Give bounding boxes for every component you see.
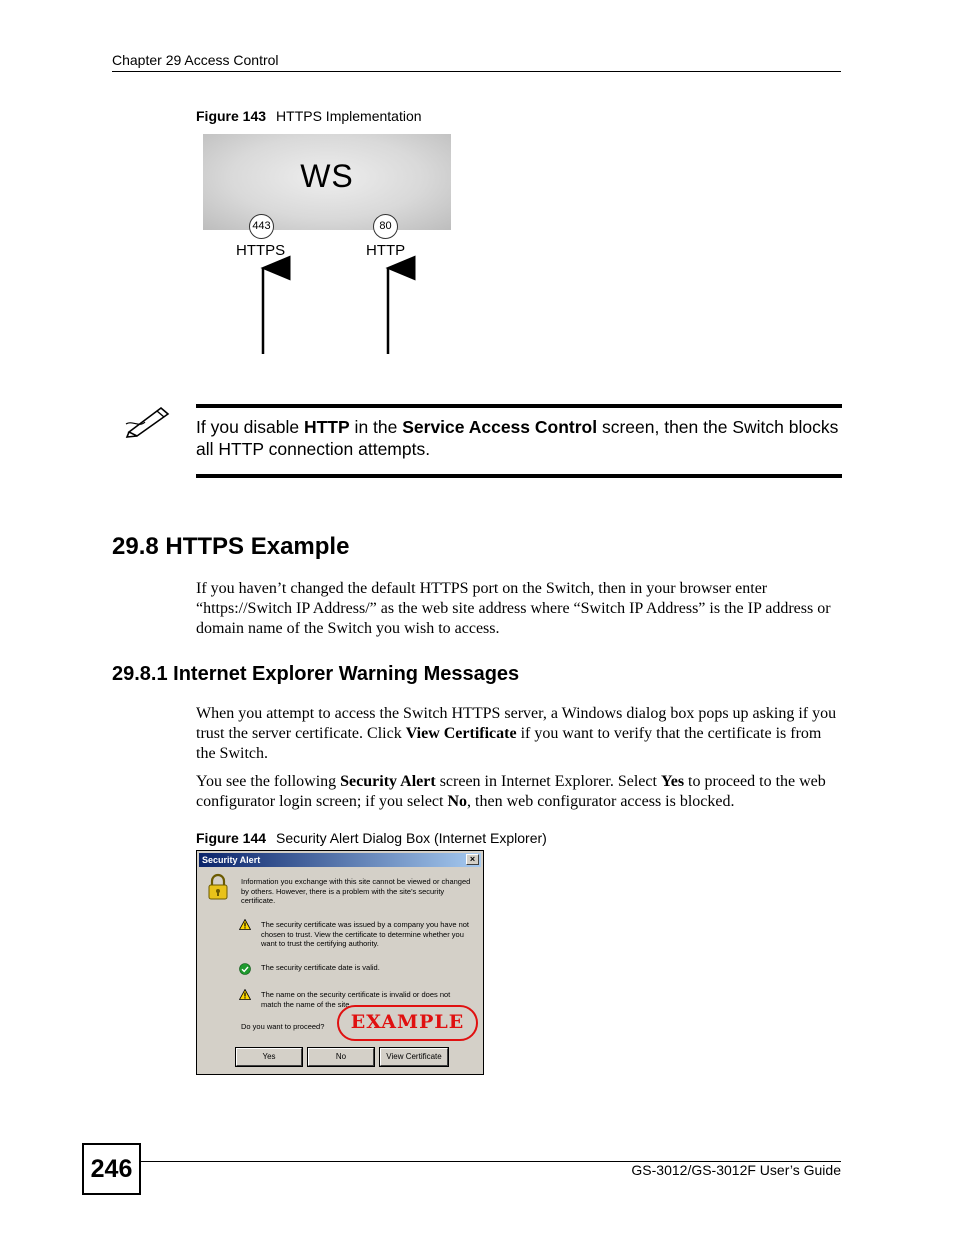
figure-143-caption — [196, 108, 422, 124]
figure-144-label: Figure 144 — [196, 830, 267, 846]
text-part: You see the following — [196, 773, 341, 790]
dialog-item-name-mismatch: The name on the security certificate is invalid or does not match the name of the site — [261, 990, 451, 1009]
note-text-part: in the — [349, 417, 403, 437]
close-button[interactable]: × — [466, 854, 479, 865]
figure-143-label: Figure 143 — [196, 108, 267, 124]
bold-no: No — [447, 793, 468, 810]
page-number: 246 — [82, 1143, 141, 1195]
section-paragraph: If you haven’t changed the default HTTPS port on the Switch, then in your browser enter “https://Switch IP Address/” as the web site address where “Switch IP Address” is the IP address or domain name of the Switch you wish to access. — [196, 580, 831, 637]
lock-icon — [207, 873, 229, 901]
note-text — [196, 416, 842, 460]
subsection-heading: 29.8.1 Internet Explorer Warning Messages — [112, 663, 520, 685]
running-head: Chapter 29 Access Control — [112, 52, 279, 68]
note-bold-http: HTTP — [303, 417, 350, 437]
no-button[interactable]: No — [308, 1048, 374, 1066]
text-part: to proceed to the web configurator login screen; if you select — [196, 773, 826, 810]
dialog-item-date-valid: The security certificate date is valid. — [261, 963, 380, 972]
note-pencil-icon — [125, 402, 173, 438]
note-bold-service-access-control: Service Access Control — [402, 417, 598, 437]
note-text-part: screen, then the Switch blocks all HTTP connection attempts. — [196, 417, 839, 459]
yes-button[interactable]: Yes — [236, 1048, 302, 1066]
https-diagram — [196, 132, 464, 368]
port-badge-http: 80 — [373, 214, 398, 239]
bold-view-certificate: View Certificate — [405, 725, 517, 742]
note-rule-bottom — [196, 474, 842, 478]
figure-143-title: HTTPS Implementation — [276, 108, 422, 124]
bold-security-alert: Security Alert — [340, 773, 436, 790]
dialog-titlebar — [199, 853, 481, 867]
dialog-question: Do you want to proceed? — [241, 1022, 325, 1031]
subsection-paragraph-1 — [196, 704, 842, 764]
figure-144-title: Security Alert Dialog Box (Internet Explorer) — [276, 830, 547, 846]
figure-144-caption — [196, 830, 547, 846]
dialog-title: Security Alert — [202, 855, 261, 865]
security-alert-dialog — [196, 850, 484, 1075]
text-part: screen in Internet Explorer. Select — [435, 773, 661, 790]
header-rule — [112, 71, 841, 72]
text-part: When you attempt to access the Switch HTTPS server, a Windows dialog box pops up asking if you trust the server certificate. Click — [196, 705, 837, 742]
guide-name: GS-3012/GS-3012F User’s Guide — [631, 1162, 841, 1178]
subsection-paragraph-2 — [196, 772, 842, 812]
protocol-label-https: HTTPS — [236, 242, 286, 259]
warning-icon — [239, 919, 251, 930]
text-part: , then web configurator access is blocked. — [467, 793, 735, 810]
warning-icon — [239, 989, 251, 1000]
example-stamp: EXAMPLE — [337, 1005, 478, 1041]
note-rule-top — [196, 404, 842, 408]
dialog-item-untrusted-issuer: The security certificate was issued by a company you have not chosen to trust. View the certificate to determine whether you want to trust the certifying authority. — [261, 920, 470, 948]
section-heading: 29.8 HTTPS Example — [112, 533, 350, 560]
port-badge-https: 443 — [249, 214, 274, 239]
dialog-intro-text: Information you exchange with this site cannot be viewed or changed by others. However, there is a problem with the site's security certificate. — [241, 877, 471, 905]
web-server-label: WS — [300, 158, 354, 194]
text-part: if you want to verify that the certificate is from the Switch. — [196, 725, 822, 762]
arrows — [196, 132, 464, 368]
bold-yes: Yes — [660, 773, 685, 790]
protocol-label-http: HTTP — [366, 242, 406, 259]
view-certificate-button[interactable]: View Certificate — [380, 1048, 448, 1066]
check-icon — [239, 963, 251, 975]
note-text-part: If you disable — [196, 417, 304, 437]
